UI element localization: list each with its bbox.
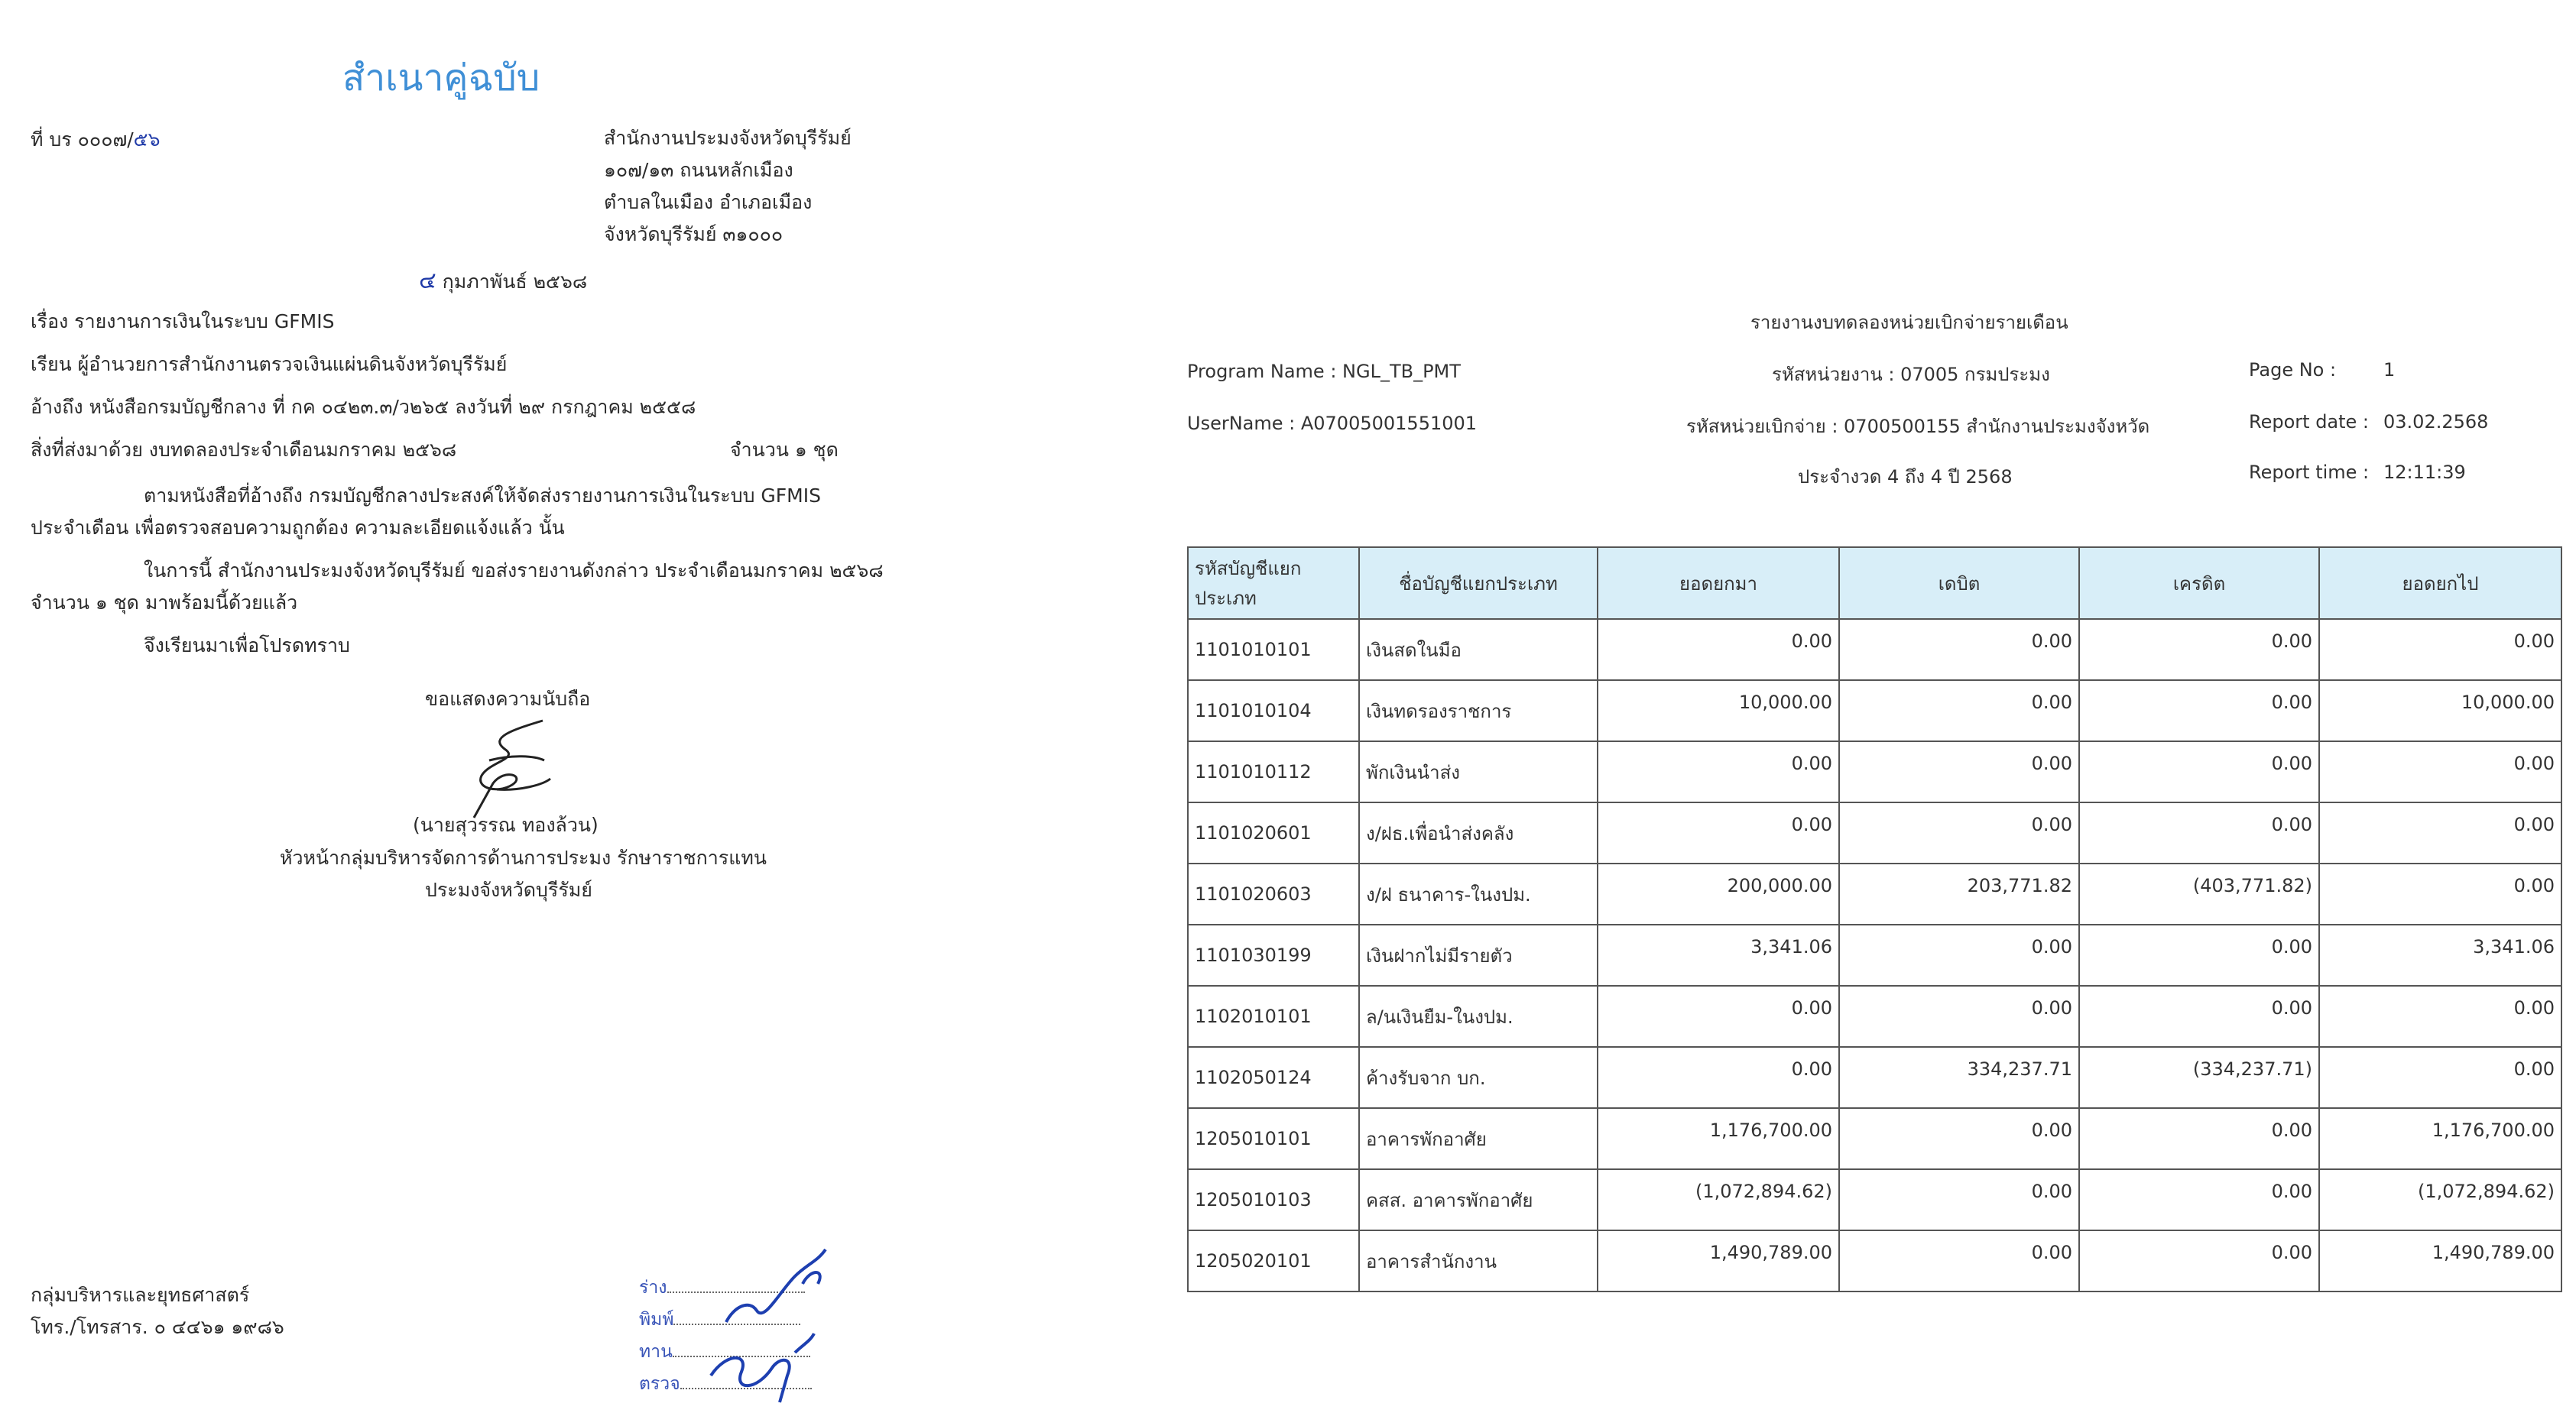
letter-recipient: เรียน ผู้อำนวยการสำนักงานตรวจเงินแผ่นดินจังหวัดบุรีรัมย์ — [31, 353, 508, 375]
carried-forward-cell: 0.00 — [2319, 741, 2561, 802]
letter-subject: เรื่อง รายงานการเงินในระบบ GFMIS — [31, 310, 335, 332]
account-name-cell: ล/นเงินยืม-ในงปม. — [1359, 986, 1598, 1047]
column-header-carried-forward: ยอดยกไป — [2319, 547, 2561, 619]
paragraph-1-line-1: ตามหนังสือที่อ้างถึง กรมบัญชีกลางประสงค์ให้จัดส่งรายงานการเงินในระบบ GFMIS — [144, 485, 821, 507]
brought-forward-cell: 10,000.00 — [1598, 680, 1839, 741]
disbursing-unit-code: รหัสหน่วยเบิกจ่าย : 0700500155 สำนักงานประมงจังหวัด — [1686, 416, 2150, 437]
paragraph-2-line-1: ในการนี้ สำนักงานประมงจังหวัดบุรีรัมย์ ขอส่งรายงานดังกล่าว ประจำเดือนมกราคม ๒๕๖๘ — [144, 559, 884, 582]
brought-forward-cell: 0.00 — [1598, 619, 1839, 680]
page-label: Page No : — [2249, 359, 2337, 381]
report-period: ประจำงวด 4 ถึง 4 ปี 2568 — [1798, 466, 2013, 488]
account-code-cell: 1101010104 — [1188, 680, 1359, 741]
account-code-cell: 1101010112 — [1188, 741, 1359, 802]
paragraph-2-line-2: จำนวน ๑ ชุด มาพร้อมนี้ด้วยแล้ว — [31, 591, 298, 614]
trial-balance-table — [1187, 546, 2562, 1292]
address-line: จังหวัดบุรีรัมย์ ๓๑๐๐๐ — [604, 223, 784, 245]
credit-cell: 0.00 — [2079, 680, 2319, 741]
credit-cell: 0.00 — [2079, 986, 2319, 1047]
account-name-cell: ค้างรับจาก บก. — [1359, 1047, 1598, 1108]
check-line: พิมพ์ — [639, 1304, 812, 1336]
date-day-handwritten: ๔ — [419, 267, 436, 294]
account-name-cell: พักเงินนำส่ง — [1359, 741, 1598, 802]
debit-cell: 0.00 — [1839, 619, 2079, 680]
letter-enclosure: สิ่งที่ส่งมาด้วย งบทดลองประจำเดือนมกราคม ๒๕๖๘ — [31, 439, 457, 461]
address-line: ๑๐๗/๑๓ ถนนหลักเมือง — [604, 159, 793, 181]
address-line: สำนักงานประมงจังหวัดบุรีรัมย์ — [604, 127, 852, 149]
account-code-cell: 1102010101 — [1188, 986, 1359, 1047]
credit-cell: (403,771.82) — [2079, 864, 2319, 925]
department-code: รหัสหน่วยงาน : 07005 กรมประมง — [1772, 364, 2050, 385]
column-header-credit: เครดิต — [2079, 547, 2319, 619]
initials-signature-2 — [703, 1330, 818, 1406]
letter-reference: อ้างถึง หนังสือกรมบัญชีกลาง ที่ กค ๐๔๒๓.๓/ว๒๖๕ ลงวันที่ ๒๙ กรกฎาคม ๒๕๕๘ — [31, 396, 696, 418]
report-date-value: 03.02.2568 — [2383, 411, 2489, 433]
brought-forward-cell: 1,176,700.00 — [1598, 1108, 1839, 1169]
table-row — [1188, 1108, 2561, 1169]
reference-number — [31, 128, 160, 151]
account-name-cell: เงินทดรองราชการ — [1359, 680, 1598, 741]
account-code-cell: 1101020603 — [1188, 864, 1359, 925]
debit-cell: 0.00 — [1839, 1230, 2079, 1291]
paragraph-1-line-2: ประจำเดือน เพื่อตรวจสอบความถูกต้อง ความละเอียดแจ้งแล้ว นั้น — [31, 517, 565, 539]
brought-forward-cell: 0.00 — [1598, 986, 1839, 1047]
account-name-cell: อาคารพักอาศัย — [1359, 1108, 1598, 1169]
debit-cell: 0.00 — [1839, 1169, 2079, 1230]
column-header-brought-forward: ยอดยกมา — [1598, 547, 1839, 619]
account-code-cell: 1102050124 — [1188, 1047, 1359, 1108]
account-code-cell: 1101010101 — [1188, 619, 1359, 680]
column-header-account-code: รหัสบัญชีแยกประเภท — [1188, 547, 1359, 619]
credit-cell: 0.00 — [2079, 802, 2319, 864]
account-name-cell: ง/ฝ ธนาคาร-ในงปม. — [1359, 864, 1598, 925]
user-name: UserName : A07005001551001 — [1187, 413, 1478, 434]
closing-line: จึงเรียนมาเพื่อโปรดทราบ — [144, 634, 350, 656]
carried-forward-cell: 10,000.00 — [2319, 680, 2561, 741]
brought-forward-cell: 3,341.06 — [1598, 925, 1839, 986]
carried-forward-cell: 1,176,700.00 — [2319, 1108, 2561, 1169]
account-name-cell: คสส. อาคารพักอาศัย — [1359, 1169, 1598, 1230]
table-row — [1188, 619, 2561, 680]
phone: โทร./โทรสาร. ๐ ๔๔๖๑ ๑๙๘๖ — [31, 1316, 284, 1338]
carried-forward-cell: 0.00 — [2319, 802, 2561, 864]
brought-forward-cell: 0.00 — [1598, 741, 1839, 802]
table-header-row — [1188, 547, 2561, 619]
check-line: ตรวจ — [639, 1368, 812, 1400]
credit-cell: 0.00 — [2079, 925, 2319, 986]
reference-number-prefix: ที่ บร ๐๐๐๗/ — [31, 128, 134, 151]
account-code-cell: 1205010101 — [1188, 1108, 1359, 1169]
credit-cell: 0.00 — [2079, 1169, 2319, 1230]
account-code-cell: 1205020101 — [1188, 1230, 1359, 1291]
sender-address — [604, 127, 852, 255]
carried-forward-cell: 0.00 — [2319, 619, 2561, 680]
account-code-cell: 1101020601 — [1188, 802, 1359, 864]
credit-cell: 0.00 — [2079, 1230, 2319, 1291]
brought-forward-cell: 1,490,789.00 — [1598, 1230, 1839, 1291]
account-name-cell: เงินสดในมือ — [1359, 619, 1598, 680]
table-row — [1188, 925, 2561, 986]
debit-cell: 0.00 — [1839, 986, 2079, 1047]
check-line: ทาน — [639, 1336, 812, 1368]
credit-cell: 0.00 — [2079, 741, 2319, 802]
debit-cell: 334,237.71 — [1839, 1047, 2079, 1108]
brought-forward-cell: (1,072,894.62) — [1598, 1169, 1839, 1230]
initials-signature-1 — [711, 1246, 841, 1330]
report-time-label: Report time : — [2249, 462, 2370, 483]
brought-forward-cell: 0.00 — [1598, 802, 1839, 864]
account-name-cell: เงินฝากไม่มีรายตัว — [1359, 925, 1598, 986]
table-row — [1188, 864, 2561, 925]
debit-cell: 0.00 — [1839, 680, 2079, 741]
regards: ขอแสดงความนับถือ — [425, 688, 591, 710]
table-row — [1188, 741, 2561, 802]
check-line: ร่าง — [639, 1272, 812, 1304]
brought-forward-cell: 200,000.00 — [1598, 864, 1839, 925]
table-row — [1188, 1047, 2561, 1108]
enclosure-quantity: จำนวน ๑ ชุด — [730, 439, 839, 461]
letter-date — [419, 267, 587, 295]
signature-image — [459, 715, 566, 822]
date-month-year: กุมภาพันธ์ ๒๕๖๘ — [442, 271, 588, 293]
address-line: ตำบลในเมือง อำเภอเมือง — [604, 191, 813, 213]
debit-cell: 0.00 — [1839, 741, 2079, 802]
account-name-cell: ง/ฝธ.เพื่อนำส่งคลัง — [1359, 802, 1598, 864]
account-code-cell: 1205010103 — [1188, 1169, 1359, 1230]
reference-number-handwritten: ๕๖ — [133, 128, 161, 151]
credit-cell: (334,237.71) — [2079, 1047, 2319, 1108]
carried-forward-cell: 0.00 — [2319, 864, 2561, 925]
report-time-value: 12:11:39 — [2383, 462, 2466, 483]
report-date-label: Report date : — [2249, 411, 2370, 433]
carried-forward-cell: 3,341.06 — [2319, 925, 2561, 986]
signer-name: (นายสุวรรณ ทองล้วน) — [413, 814, 599, 836]
column-header-account-name: ชื่อบัญชีแยกประเภท — [1359, 547, 1598, 619]
table-row — [1188, 986, 2561, 1047]
debit-cell: 0.00 — [1839, 925, 2079, 986]
account-name-cell: อาคารสำนักงาน — [1359, 1230, 1598, 1291]
table-row — [1188, 1230, 2561, 1291]
debit-cell: 0.00 — [1839, 802, 2079, 864]
carried-forward-cell: 1,490,789.00 — [2319, 1230, 2561, 1291]
brought-forward-cell: 0.00 — [1598, 1047, 1839, 1108]
signer-title-line-1: หัวหน้ากลุ่มบริหารจัดการด้านการประมง รักษาราชการแทน — [280, 847, 767, 869]
program-name: Program Name : NGL_TB_PMT — [1187, 361, 1461, 382]
page-value: 1 — [2383, 359, 2396, 381]
debit-cell: 0.00 — [1839, 1108, 2079, 1169]
table-row — [1188, 1169, 2561, 1230]
table-row — [1188, 680, 2561, 741]
debit-cell: 203,771.82 — [1839, 864, 2079, 925]
signer-title-line-2: ประมงจังหวัดบุรีรัมย์ — [425, 879, 592, 901]
account-code-cell: 1101030199 — [1188, 925, 1359, 986]
department: กลุ่มบริหารและยุทธศาสตร์ — [31, 1284, 250, 1306]
report-title: รายงานงบทดลองหน่วยเบิกจ่ายรายเดือน — [1750, 312, 2068, 333]
credit-cell: 0.00 — [2079, 619, 2319, 680]
credit-cell: 0.00 — [2079, 1108, 2319, 1169]
table-row — [1188, 802, 2561, 864]
column-header-debit: เดบิต — [1839, 547, 2079, 619]
copy-stamp: สำเนาคู่ฉบับ — [342, 57, 540, 99]
carried-forward-cell: (1,072,894.62) — [2319, 1169, 2561, 1230]
carried-forward-cell: 0.00 — [2319, 986, 2561, 1047]
carried-forward-cell: 0.00 — [2319, 1047, 2561, 1108]
